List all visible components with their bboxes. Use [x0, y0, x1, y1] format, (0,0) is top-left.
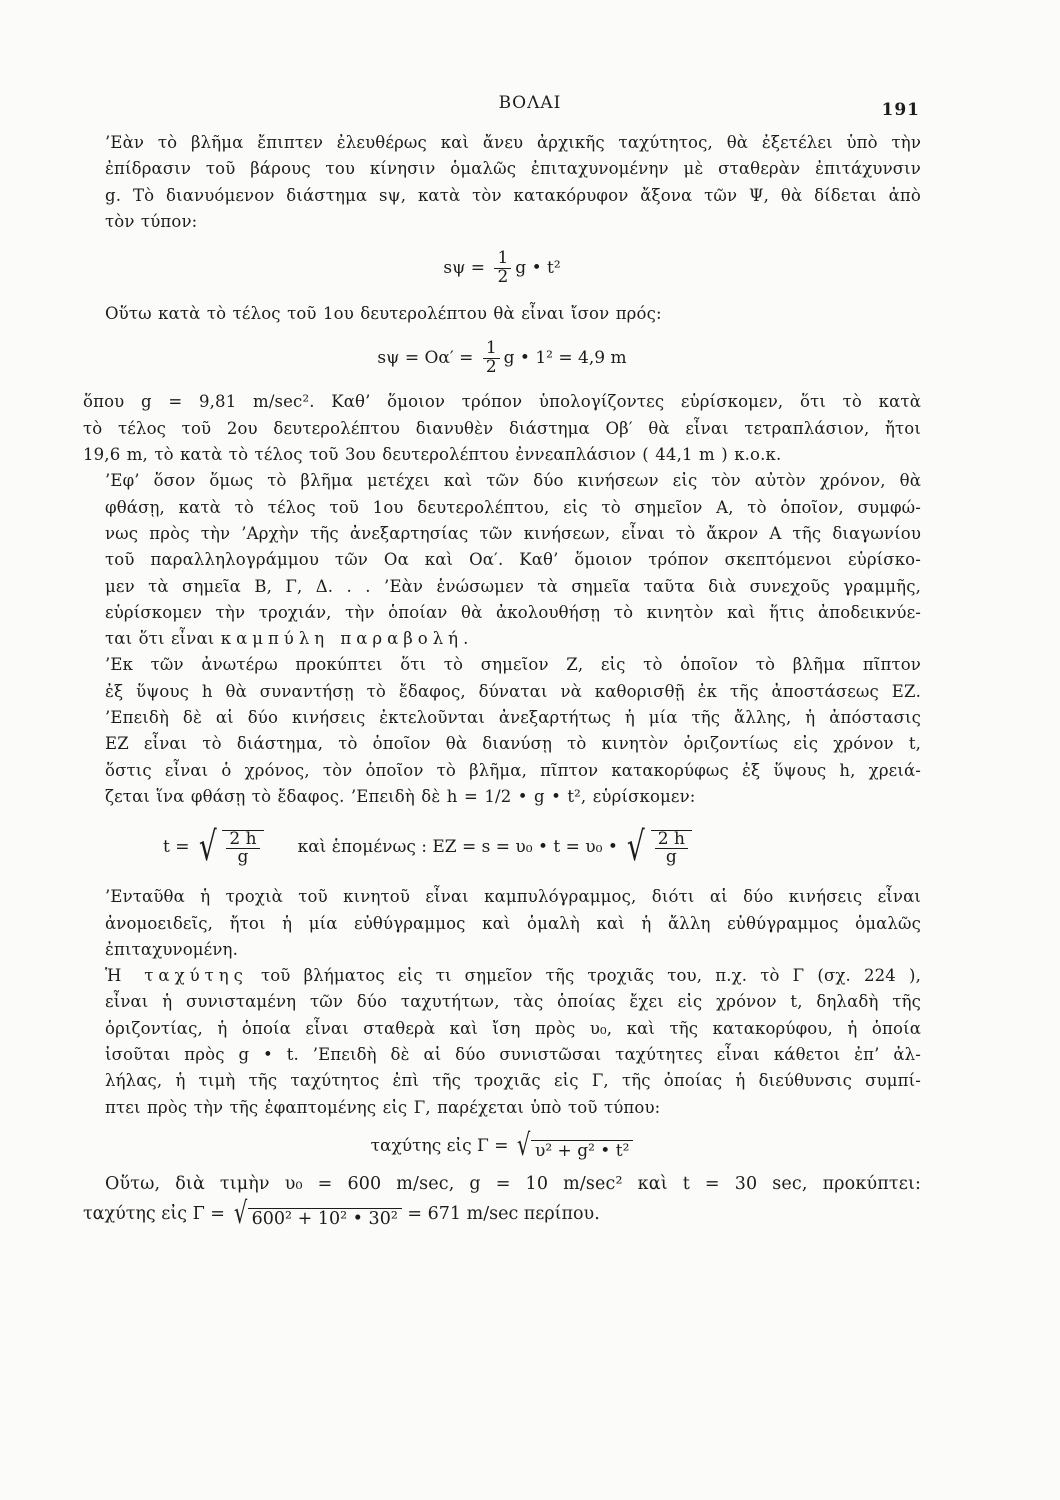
- text-line: Οὕτω, διὰ τιμὴν υ₀ = 600 m/sec, g = 10 m/sec² καὶ t = 30 sec, προκύπτει:: [105, 1173, 921, 1194]
- formula-right: g • 1² = 4,9 m: [503, 348, 627, 369]
- paragraph-4: [83, 468, 921, 652]
- emphasized-term: καμπύλη παραβολή.: [220, 629, 474, 649]
- radical-sign: √: [516, 1127, 531, 1163]
- radicand: υ² + g² • t²: [531, 1140, 633, 1161]
- text-line: εὑρίσκομεν τὴν τροχιάν, τὴν ὁποίαν θὰ ἀκολουθήσῃ τὸ κινητὸν καὶ ἥτις ἀποδεικνύε-: [105, 602, 921, 622]
- text-line: Οὕτω κατὰ τὸ τέλος τοῦ 1ου δευτερολέπτου θὰ εἶναι ἴσον πρός:: [105, 304, 662, 324]
- text-line: ΕΖ εἶναι τὸ διάστημα, τὸ ὁποῖον θὰ διανύσῃ τὸ κινητὸν ὁριζοντίως εἰς χρόνον t,: [105, 734, 921, 754]
- square-root: [231, 1196, 402, 1232]
- formula-first-second: [83, 327, 921, 389]
- text-line: ὁριζοντίας, ἡ ὁποία εἶναι σταθερὰ καὶ ἴση πρὸς υ₀, καὶ τῆς κατακορύφου, ἡ ὁποία: [105, 1018, 921, 1038]
- fraction-numerator: 1: [483, 340, 500, 359]
- text-line: g. Τὸ διανυόμενον διάστημα sψ, κατὰ τὸν κατακόρυφον ἄξονα τῶν Ψ, θὰ δίδεται ἀπὸ: [105, 185, 921, 205]
- text-line: πτει πρὸς τὴν τῆς ἐφαπτομένης εἰς Γ, παρέχεται ὑπὸ τοῦ τύπου:: [105, 1097, 661, 1117]
- formula-velocity: [83, 1121, 921, 1171]
- paragraph-7: [83, 963, 921, 1121]
- text-line: [83, 626, 921, 652]
- text-line: ἰσοῦται πρὸς g • t. ’Επειδὴ δὲ αἱ δύο συνιστῶσαι ταχύτητες εἶναι κάθετοι ἐπ’ ἀλ-: [105, 1045, 921, 1065]
- text-line: ’Επειδὴ δὲ αἱ δύο κινήσεις ἐκτελοῦνται ἀνεξαρτήτως ἡ μία τῆς ἄλλης, ἡ ἀπόστασις: [105, 708, 921, 728]
- text-line: λήλας, ἡ τιμὴ τῆς ταχύτητος ἐπὶ τῆς τροχιᾶς εἰς Γ, τῆς ὁποίας ἡ διεύθυνσις συμπί-: [105, 1071, 921, 1091]
- text-line: ὅπου g = 9,81 m/sec². Καθ’ ὅμοιον τρόπον ὑπολογίζοντες εὑρίσκομεν, ὅτι τὸ κατὰ: [83, 392, 921, 412]
- paragraph-1: [83, 130, 921, 235]
- paragraph-3: [83, 389, 921, 468]
- fraction: [494, 247, 511, 287]
- formula-right: g • t²: [515, 258, 561, 279]
- text-line: ’Ενταῦθα ἡ τροχιὰ τοῦ κινητοῦ εἶναι καμπυλόγραμμος, διότι αἱ δύο κινήσεις εἶναι: [105, 887, 921, 907]
- running-header: ΒΟΛΑΙ: [498, 93, 562, 113]
- paragraph-6: [83, 884, 921, 963]
- formula-left: sψ = Οα′ =: [377, 348, 479, 369]
- text-line: νως πρὸς τὴν ’Αρχὴν τῆς ἀνεξαρτησίας τῶν κινήσεων, εἶναι τὸ ἄκρον Α τῆς διαγωνίου: [105, 523, 921, 543]
- text-line: εἶναι ἡ συνισταμένη τῶν δύο ταχυτήτων, τὰς ὁποίας ἔχει εἰς χρόνον t, δηλαδὴ τῆς: [105, 992, 921, 1012]
- formula-right: = 671 m/sec περίπου.: [401, 1204, 600, 1225]
- fraction-denominator: g: [237, 847, 249, 868]
- formula-left: sψ =: [443, 258, 491, 279]
- square-root: [514, 1127, 634, 1163]
- text-line: ἐξ ὕψους h θὰ συναντήσῃ τὸ ἔδαφος, δύναται νὰ καθορισθῇ ἐκ τῆς ἀποστάσεως ΕΖ.: [105, 681, 921, 701]
- text-line: μεν τὰ σημεῖα Β, Γ, Δ. . . ’Εὰν ἑνώσωμεν τὰ σημεῖα ταῦτα διὰ συνεχοῦς γραμμῆς,: [105, 576, 921, 596]
- formula-velocity-value: [83, 1197, 921, 1231]
- fraction: [222, 830, 263, 868]
- radicand: 600² + 10² • 30²: [248, 1208, 402, 1229]
- text-line: τὸ τέλος τοῦ 2ου δευτερολέπτου διανυθὲν διάστημα Οβ′ θὰ εἶναι τετραπλάσιον, ἤτοι: [83, 418, 921, 438]
- formula-left: t =: [163, 837, 195, 858]
- text-line: ’Εφ’ ὅσον ὅμως τὸ βλῆμα μετέχει καὶ τῶν δύο κινήσεων εἰς τὸν αὐτὸν χρόνον, θὰ: [105, 471, 921, 491]
- page-body: [83, 130, 921, 1231]
- formula-distance: [83, 235, 921, 301]
- text-line: ’Εὰν τὸ βλῆμα ἔπιπτεν ἐλευθέρως καὶ ἄνευ ἀρχικῆς ταχύτητος, θὰ ἐξετέλει ὑπὸ τὴν: [105, 133, 921, 152]
- paragraph-2: [83, 301, 921, 327]
- text-fragment: ται ὅτι εἶναι: [105, 629, 221, 649]
- fraction-denominator: 2: [485, 356, 497, 377]
- square-root: [195, 824, 268, 871]
- formula-left: ταχύτης εἰς Γ =: [370, 1135, 514, 1156]
- paragraph-5: [83, 652, 921, 810]
- fraction: [483, 340, 500, 377]
- text-fragment: τοῦ βλήματος εἰς τι σημεῖον τῆς τροχιᾶς του, π.χ. τὸ Γ (σχ. 224 ),: [247, 966, 921, 986]
- text-line: τὸν τύπον:: [105, 211, 198, 231]
- emphasized-term: Ἡ ταχύτης: [105, 966, 248, 986]
- text-line: ἀνομοειδεῖς, ἤτοι ἡ μία εὐθύγραμμος καὶ ὁμαλὴ καὶ ἡ ἄλλη εὐθύγραμμος ὁμαλῶς: [105, 913, 921, 933]
- text-line: ὅστις εἶναι ὁ χρόνος, τὸν ὁποῖον τὸ βλῆμα, πῖπτον κατακορύφως ἐξ ὕψους h, χρειά-: [105, 760, 921, 780]
- fraction-numerator: 2 h: [655, 831, 688, 850]
- fraction-denominator: g: [665, 847, 677, 868]
- fraction-numerator: 1: [494, 250, 511, 269]
- fraction-denominator: 2: [497, 266, 509, 287]
- fraction: [651, 830, 692, 868]
- text-line: ’Εκ τῶν ἀνωτέρω προκύπτει ὅτι τὸ σημεῖον Ζ, εἰς τὸ ὁποῖον τὸ βλῆμα πῖπτον: [105, 655, 921, 675]
- paragraph-8: [83, 1171, 921, 1197]
- fraction-numerator: 2 h: [226, 831, 259, 850]
- page-number: 191: [881, 100, 920, 120]
- formula-left: ταχύτης εἰς Γ =: [83, 1204, 231, 1225]
- text-line: ζεται ἵνα φθάσῃ τὸ ἔδαφος. ’Επειδὴ δὲ h = 1/2 • g • t², εὑρίσκομεν:: [105, 786, 696, 806]
- text-line: ἐπίδρασιν τοῦ βάρους του κίνησιν ὁμαλῶς ἐπιταχυνομένην μὲ σταθερὰν ἐπιτάχυνσιν: [105, 159, 921, 179]
- text-line: [83, 963, 921, 989]
- text-line: ἐπιταχυνομένη.: [105, 939, 238, 959]
- formula-time-distance: [83, 810, 921, 884]
- radical-sign: √: [233, 1196, 247, 1232]
- formula-middle: καὶ ἑπομένως : ΕΖ = s = υ₀ • t = υ₀ •: [297, 837, 624, 858]
- square-root: [623, 824, 696, 871]
- text-line: τοῦ παραλληλογράμμου τῶν Οα καὶ Οα′. Καθ’ ὅμοιον τρόπον σκεπτόμενοι εὑρίσκο-: [105, 550, 921, 570]
- text-line: 19,6 m, τὸ κατὰ τὸ τέλος τοῦ 3ου δευτερολέπτου ἐννεαπλάσιον ( 44,1 m ) κ.ο.κ.: [83, 445, 782, 465]
- text-line: φθάσῃ, κατὰ τὸ τέλος τοῦ 1ου δευτερολέπτου, εἰς τὸ σημεῖον Α, τὸ ὁποῖον, συμφώ-: [105, 497, 921, 517]
- radical-sign: √: [198, 824, 217, 871]
- radical-sign: √: [627, 824, 645, 871]
